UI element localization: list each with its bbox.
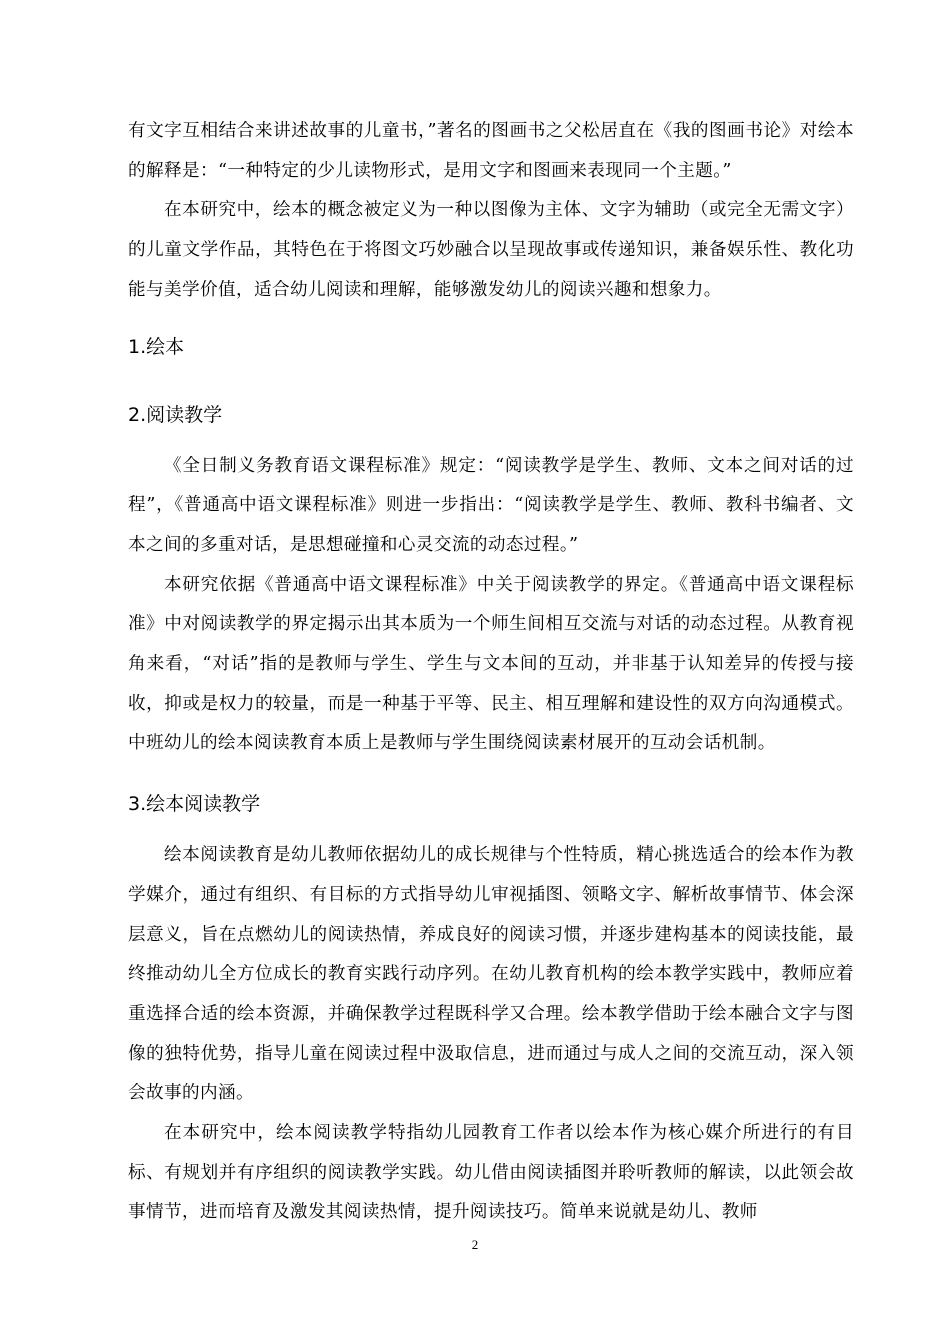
paragraph-picturebook-definition: 在本研究中，绘本的概念被定义为一种以图像为主体、文字为辅助（或完全无需文字）的儿童文学作品，其特色在于将图文巧妙融合以呈现故事或传递知识，兼备娱乐性、教化功能与美学价值，适合幼儿阅读和理解，能够激发幼儿的阅读兴趣和想象力。 [128, 200, 854, 300]
page-number: 2 [471, 1237, 479, 1252]
paragraph-reading-teaching-definition: 本研究依据《普通高中语文课程标准》中关于阅读教学的界定。《普通高中语文课程标准》中对阅读教学的界定揭示出其本质为一个师生间相互交流与对话的动态过程。从教育视角来看，“对话”指的是教师与学生、学生与文本间的互动，并非基于认知差异的传授与接收，抑或是权力的较量，而是一种基于平等、民主、相互理解和建设性的双方向沟通模式。中班幼儿的绘本阅读教育本质上是教师与学生围绕阅读素材展开的互动会话机制。 [128, 574, 854, 754]
paragraph-continued: 有文字互相结合来讲述故事的儿童书，”著名的图画书之父松居直在《我的图画书论》对绘本的解释是：“一种特定的少儿读物形式，是用文字和图画来表现同一个主题。” [128, 121, 854, 181]
paragraph-curriculum-standards: 《全日制义务教育语文课程标准》规定：“阅读教学是学生、教师、文本之间对话的过程”，《普通高中语文课程标准》则进一步指出：“阅读教学是学生、教师、教科书编者、文本之间的多重对话，是思想碰撞和心灵交流的动态过程。” [128, 455, 854, 555]
page-body [128, 112, 854, 1233]
section-heading-reading-teaching: 2.阅读教学 [128, 403, 223, 426]
section-heading-picturebook-reading-teaching: 3.绘本阅读教学 [128, 793, 261, 816]
paragraph-picturebook-reading-education: 绘本阅读教育是幼儿教师依据幼儿的成长规律与个性特质，精心挑选适合的绘本作为教学媒介，通过有组织、有目标的方式指导幼儿审视插图、领略文字、解析故事情节、体会深层意义，旨在点燃幼儿的阅读热情，养成良好的阅读习惯，并逐步建构基本的阅读技能，最终推动幼儿全方位成长的教育实践行动序列。在幼儿教育机构的绘本教学实践中，教师应着重选择合适的绘本资源，并确保教学过程既科学又合理。绘本教学借助于绘本融合文字与图像的独特优势，指导儿童在阅读过程中汲取信息，进而通过与成人之间的交流互动，深入领会故事的内涵。 [128, 845, 854, 1104]
section-heading-picturebook: 1.绘本 [128, 335, 185, 358]
paragraph-study-definition: 在本研究中，绘本阅读教学特指幼儿园教育工作者以绘本作为核心媒介所进行的有目标、有规划并有序组织的阅读教学实践。幼儿借由阅读插图并聆听教师的解读，以此领会故事情节，进而培育及激发其阅读热情，提升阅读技巧。简单来说就是幼儿、教师 [128, 1123, 854, 1223]
